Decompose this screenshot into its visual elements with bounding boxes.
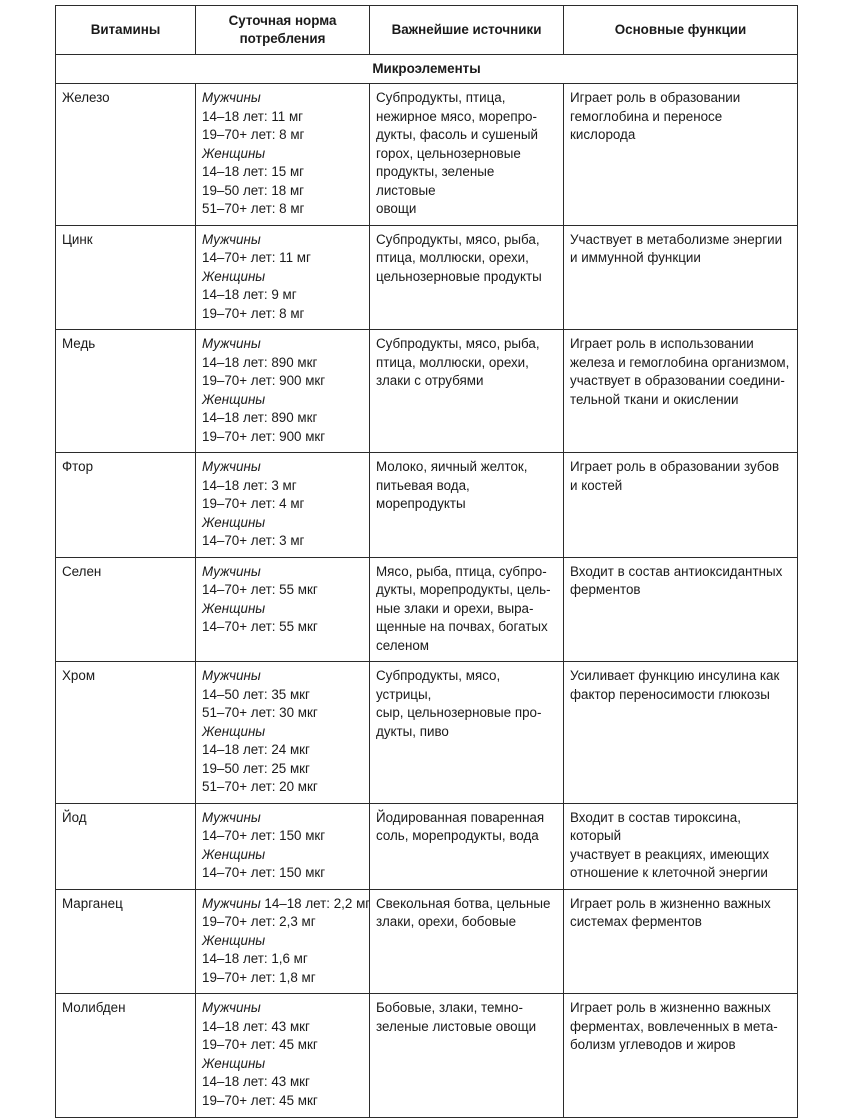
- source-line: Субпродукты, мясо, рыба,: [376, 336, 540, 351]
- norm-line: 19–70+ лет: 8 мг: [202, 305, 305, 321]
- source-line: злаки с отрубями: [376, 373, 484, 388]
- sex-label: Женщины: [202, 268, 266, 284]
- function-line: гемоглобина и переносе: [570, 108, 723, 124]
- element-name: Медь: [56, 330, 196, 453]
- function-line: железа и гемоглобина организмом,: [570, 354, 790, 370]
- table-row: [56, 994, 798, 1118]
- norm-group: [202, 231, 363, 250]
- norm-group: [202, 723, 363, 742]
- sex-label: Женщины: [202, 723, 266, 739]
- norm-line: 14–18 лет: 11 мг: [202, 108, 304, 124]
- table-row: [56, 453, 798, 558]
- source-line: Йодированная поваренная: [376, 809, 545, 825]
- section-title: Микроэлементы: [56, 55, 798, 84]
- norm-line: 14–18 лет: 890 мкг: [202, 354, 318, 370]
- daily-norm-cell: [196, 453, 370, 558]
- source-line: дукты, фасоль и сушеный: [376, 127, 538, 142]
- function-line: Играет роль в жизненно важных: [570, 1000, 771, 1015]
- sources-cell: [370, 662, 564, 804]
- norm-group: [202, 895, 371, 914]
- sources-cell: [370, 225, 564, 330]
- function-line: Играет роль в жизненно важных: [570, 895, 771, 911]
- norm-line: 14–18 лет: 2,2 мг: [260, 895, 371, 911]
- norm-line: 19–50 лет: 18 мг: [202, 182, 305, 198]
- sex-label: Мужчины: [202, 459, 261, 474]
- source-line: зеленые листовые овощи: [376, 1018, 537, 1034]
- norm-line: 51–70+ лет: 20 мкг: [202, 779, 318, 794]
- norm-line: 51–70+ лет: 30 мкг: [202, 705, 318, 720]
- function-line: ферментов: [570, 582, 641, 597]
- element-name: Фтор: [56, 453, 196, 558]
- norm-line: 14–18 лет: 24 мкг: [202, 742, 310, 757]
- sex-label: Мужчины: [202, 336, 261, 351]
- table-row: [56, 225, 798, 330]
- norm-line: 14–18 лет: 43 мкг: [202, 1018, 310, 1034]
- norm-group: [202, 999, 363, 1018]
- sex-label: Мужчины: [202, 1000, 261, 1015]
- element-name: Марганец: [56, 889, 196, 994]
- source-line: птица, моллюски, орехи,: [376, 354, 529, 370]
- norm-line: 14–18 лет: 1,6 мг: [202, 951, 308, 966]
- norm-group: [202, 667, 363, 686]
- functions-cell: [564, 994, 798, 1118]
- table-row: [56, 330, 798, 453]
- table-row: [56, 803, 798, 889]
- function-line: системах ферментов: [570, 914, 702, 929]
- function-line: ферментах, вовлеченных в мета-: [570, 1018, 778, 1034]
- source-line: Молоко, яичный желток,: [376, 459, 528, 474]
- sex-label: Мужчины: [202, 563, 261, 579]
- norm-line: 14–70+ лет: 55 мкг: [202, 582, 318, 597]
- daily-norm-cell: [196, 225, 370, 330]
- source-line: цельнозерновые продукты: [376, 268, 542, 284]
- function-line: Играет роль в образовании: [570, 90, 741, 105]
- norm-line: 51–70+ лет: 8 мг: [202, 201, 305, 216]
- sex-label: Мужчины: [202, 809, 261, 825]
- daily-norm-cell: [196, 889, 370, 994]
- sources-cell: [370, 889, 564, 994]
- source-line: ные злаки и орехи, выра-: [376, 600, 534, 616]
- function-line: тельной ткани и окислении: [570, 391, 739, 407]
- function-line: болизм углеводов и жиров: [570, 1037, 736, 1052]
- norm-group: [202, 600, 363, 619]
- function-line: отношение к клеточной энергии: [570, 865, 768, 880]
- norm-group: [202, 932, 363, 951]
- norm-group: [202, 335, 363, 354]
- source-line: сыр, цельнозерновые про-: [376, 705, 542, 720]
- norm-line: 19–70+ лет: 45 мкг: [202, 1092, 318, 1108]
- table-body: [56, 55, 798, 1118]
- sources-cell: [370, 557, 564, 662]
- functions-cell: [564, 662, 798, 804]
- element-name: Цинк: [56, 225, 196, 330]
- norm-group: [202, 268, 363, 287]
- function-line: Играет роль в образовании зубов: [570, 459, 780, 474]
- norm-group: [202, 145, 363, 164]
- sex-label: Женщины: [202, 145, 266, 161]
- sources-cell: [370, 84, 564, 226]
- element-name: Йод: [56, 803, 196, 889]
- function-line: Участвует в метаболизме энергии: [570, 231, 783, 247]
- sources-cell: [370, 330, 564, 453]
- vitamin-table: [55, 5, 798, 1118]
- sex-label: Женщины: [202, 846, 266, 862]
- source-line: дукты, пиво: [376, 723, 449, 739]
- norm-group: [202, 846, 363, 865]
- norm-line: 19–70+ лет: 1,8 мг: [202, 969, 316, 985]
- norm-line: 14–18 лет: 9 мг: [202, 287, 297, 302]
- functions-cell: [564, 84, 798, 226]
- norm-line: 19–70+ лет: 45 мкг: [202, 1037, 318, 1052]
- daily-norm-cell: [196, 662, 370, 804]
- norm-line: 19–70+ лет: 900 мкг: [202, 428, 326, 444]
- element-name: Железо: [56, 84, 196, 226]
- norm-group: [202, 1055, 363, 1074]
- section-row: [56, 55, 798, 84]
- functions-cell: [564, 803, 798, 889]
- source-line: Субпродукты, птица,: [376, 90, 506, 105]
- sex-label: Женщины: [202, 1055, 266, 1071]
- daily-norm-cell: [196, 84, 370, 226]
- header-vitamins: Витамины: [56, 6, 196, 55]
- source-line: щенные на почвах, богатых: [376, 619, 548, 634]
- function-line: фактор переносимости глюкозы: [570, 686, 770, 702]
- norm-line: 14–70+ лет: 55 мкг: [202, 619, 318, 634]
- table-header-row: [56, 6, 798, 55]
- norm-line: 19–70+ лет: 900 мкг: [202, 373, 326, 388]
- function-line: и костей: [570, 477, 623, 493]
- sex-label: Мужчины: [202, 90, 261, 105]
- functions-cell: [564, 225, 798, 330]
- source-line: злаки, орехи, бобовые: [376, 914, 517, 929]
- element-name: Молибден: [56, 994, 196, 1118]
- norm-group: [202, 563, 363, 582]
- sources-cell: [370, 453, 564, 558]
- table-row: [56, 662, 798, 804]
- source-line: Субпродукты, мясо, устрицы,: [376, 668, 501, 702]
- daily-norm-cell: [196, 994, 370, 1118]
- sex-label: Мужчины: [202, 231, 261, 247]
- functions-cell: [564, 453, 798, 558]
- norm-group: [202, 458, 363, 477]
- table-row: [56, 84, 798, 226]
- norm-line: 19–50 лет: 25 мкг: [202, 760, 310, 776]
- norm-group: [202, 89, 363, 108]
- source-line: горох, цельнозерновые: [376, 145, 521, 161]
- norm-line: 19–70+ лет: 4 мг: [202, 496, 305, 511]
- norm-group: [202, 514, 363, 533]
- daily-norm-cell: [196, 557, 370, 662]
- function-line: Усиливает функцию инсулина как: [570, 668, 780, 683]
- function-line: участвует в реакциях, имеющих: [570, 846, 770, 862]
- sex-label: Женщины: [202, 932, 266, 948]
- source-line: соль, морепродукты, вода: [376, 828, 539, 843]
- norm-line: 14–18 лет: 15 мг: [202, 164, 305, 179]
- sources-cell: [370, 994, 564, 1118]
- function-line: Входит в состав антиоксидантных: [570, 563, 783, 579]
- source-line: овощи: [376, 201, 417, 216]
- header-sources: Важнейшие источники: [370, 6, 564, 55]
- function-line: Играет роль в использовании: [570, 336, 754, 351]
- function-line: кислорода: [570, 127, 636, 142]
- source-line: продукты, зеленые листовые: [376, 164, 495, 198]
- source-line: питьевая вода, морепродукты: [376, 477, 470, 511]
- source-line: Свекольная ботва, цельные: [376, 895, 551, 911]
- sex-label: Женщины: [202, 391, 266, 407]
- functions-cell: [564, 557, 798, 662]
- sources-cell: [370, 803, 564, 889]
- norm-line: 14–18 лет: 3 мг: [202, 477, 297, 493]
- norm-line: 14–18 лет: 890 мкг: [202, 410, 318, 425]
- source-line: Субпродукты, мясо, рыба,: [376, 231, 540, 247]
- header-daily-norm: Суточная норма потребления: [196, 6, 370, 55]
- functions-cell: [564, 889, 798, 994]
- function-line: и иммунной функции: [570, 250, 701, 265]
- norm-line: 19–70+ лет: 2,3 мг: [202, 914, 316, 929]
- table-row: [56, 889, 798, 994]
- norm-line: 14–50 лет: 35 мкг: [202, 686, 310, 702]
- element-name: Селен: [56, 557, 196, 662]
- functions-cell: [564, 330, 798, 453]
- norm-line: 19–70+ лет: 8 мг: [202, 127, 305, 142]
- source-line: птица, моллюски, орехи,: [376, 250, 529, 265]
- source-line: селеном: [376, 637, 430, 653]
- sex-label: Женщины: [202, 514, 266, 530]
- function-line: участвует в образовании соедини-: [570, 373, 785, 388]
- header-functions: Основные функции: [564, 6, 798, 55]
- norm-line: 14–70+ лет: 3 мг: [202, 533, 305, 548]
- function-line: Входит в состав тироксина, который: [570, 809, 741, 843]
- norm-line: 14–70+ лет: 11 мг: [202, 250, 311, 265]
- sex-label: Мужчины: [202, 895, 261, 911]
- element-name: Хром: [56, 662, 196, 804]
- source-line: нежирное мясо, морепро-: [376, 108, 537, 124]
- sex-label: Женщины: [202, 600, 266, 616]
- daily-norm-cell: [196, 803, 370, 889]
- norm-line: 14–70+ лет: 150 мкг: [202, 865, 326, 880]
- source-line: Мясо, рыба, птица, субпро-: [376, 563, 547, 579]
- sex-label: Мужчины: [202, 668, 261, 683]
- daily-norm-cell: [196, 330, 370, 453]
- norm-line: 14–70+ лет: 150 мкг: [202, 828, 326, 843]
- norm-line: 14–18 лет: 43 мкг: [202, 1074, 310, 1089]
- norm-group: [202, 809, 363, 828]
- source-line: Бобовые, злаки, темно-: [376, 1000, 523, 1015]
- source-line: дукты, морепродукты, цель-: [376, 582, 551, 597]
- norm-group: [202, 391, 363, 410]
- table-row: [56, 557, 798, 662]
